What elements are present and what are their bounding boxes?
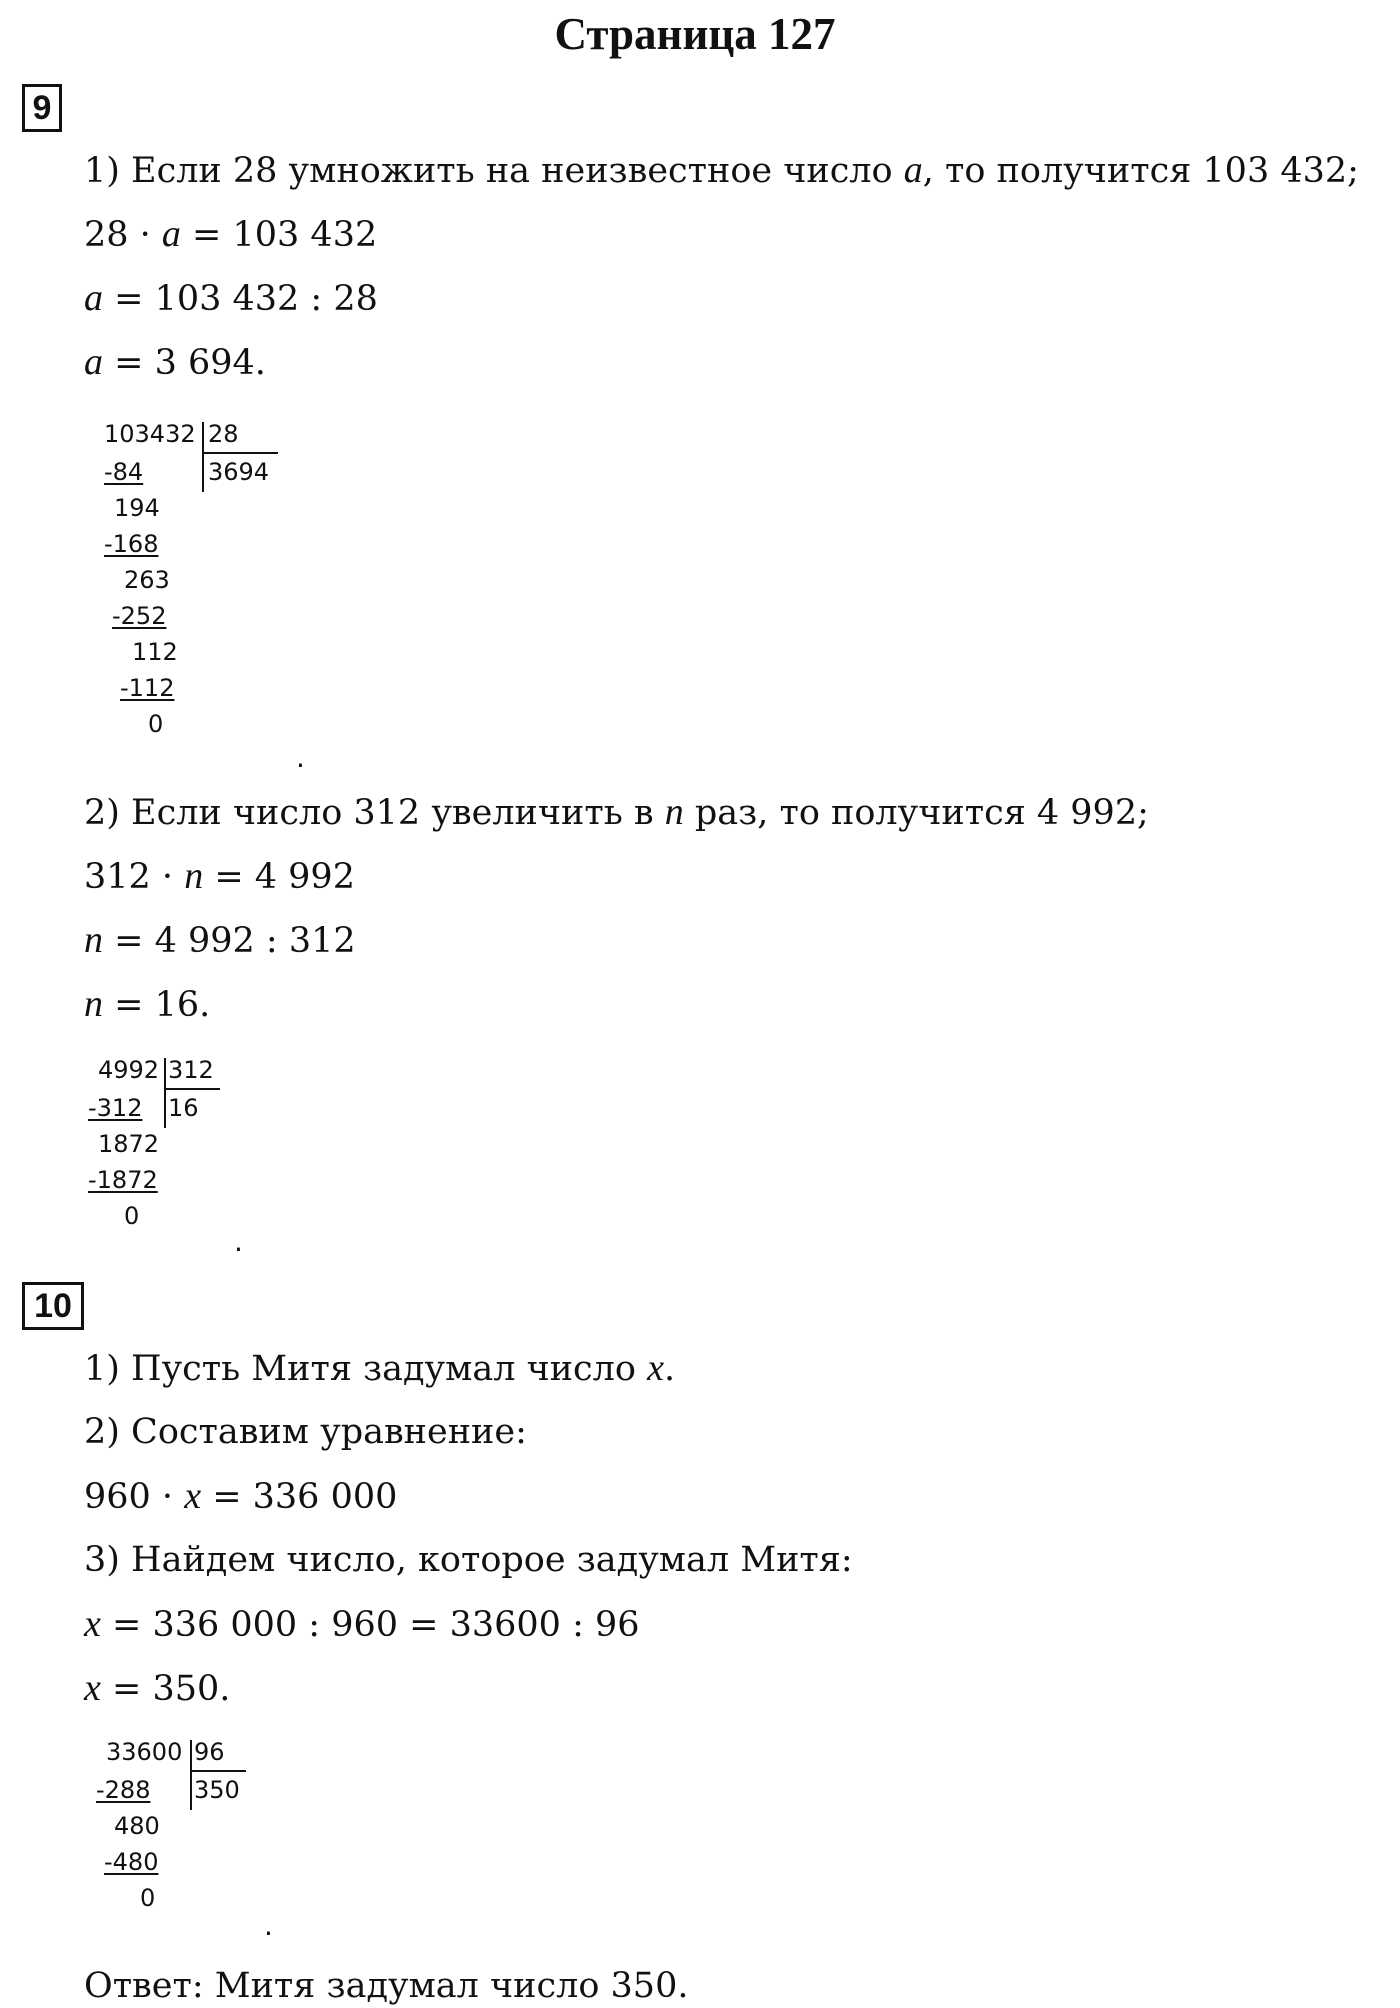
- remainder: 112: [132, 638, 178, 666]
- division-vertical-line: [164, 1058, 166, 1128]
- equation-text: 312 ·: [84, 857, 185, 897]
- equation-text: = 16.: [103, 985, 211, 1025]
- equation-text: 960 ·: [84, 1477, 185, 1517]
- remainder: 1872: [98, 1130, 160, 1158]
- remainder: 480: [114, 1812, 160, 1840]
- variable-a: a: [161, 213, 181, 255]
- period-mark: .: [234, 1225, 243, 1258]
- subtrahend: -112: [120, 674, 175, 702]
- statement-text: 1) Пусть Митя задумал число: [84, 1349, 648, 1389]
- task-9-part-1-statement: [84, 148, 1359, 193]
- task-10-line-3: 3) Найдем число, которое задумал Митя:: [84, 1540, 853, 1580]
- division-horizontal-line: [192, 1770, 246, 1772]
- variable-n: n: [664, 791, 684, 833]
- equation-text: = 103 432: [180, 215, 378, 255]
- task-10-line-2: 2) Составим уравнение:: [84, 1412, 527, 1452]
- remainder: 263: [124, 566, 170, 594]
- subtrahend: -288: [96, 1776, 151, 1804]
- equation-text: 28 ·: [84, 215, 162, 255]
- variable-a: a: [903, 149, 923, 191]
- task-9-equation-6: [84, 982, 210, 1027]
- division-vertical-line: [190, 1740, 192, 1810]
- remainder: 194: [114, 494, 160, 522]
- remainder-zero: 0: [148, 710, 164, 738]
- statement-text: 2) Если число 312 увеличить в: [84, 793, 665, 833]
- variable-x: x: [84, 1603, 101, 1645]
- equation-text: = 350.: [100, 1669, 231, 1709]
- statement-text: 1) Если 28 умножить на неизвестное число: [84, 151, 904, 191]
- task-10-equation-2: [84, 1602, 640, 1647]
- division-vertical-line: [202, 422, 204, 492]
- variable-x: x: [84, 1667, 101, 1709]
- variable-x: x: [647, 1347, 664, 1389]
- equation-text: = 336 000 : 960 = 33600 : 96: [100, 1605, 640, 1645]
- divisor: 96: [194, 1738, 225, 1766]
- quotient: 350: [194, 1776, 240, 1804]
- task-10-answer: Ответ: Митя задумал число 350.: [84, 1966, 689, 2006]
- task-9-equation-5: [84, 918, 356, 963]
- task-9-equation-2: [84, 276, 378, 321]
- period-mark: .: [296, 741, 305, 774]
- variable-x: x: [184, 1475, 202, 1517]
- subtrahend: -84: [104, 458, 144, 486]
- remainder-zero: 0: [140, 1884, 156, 1912]
- equation-text: = 3 694.: [103, 343, 266, 383]
- task-10-equation-1: [84, 1474, 397, 1519]
- task-10-number: 10: [22, 1282, 84, 1330]
- task-9-equation-1: [84, 212, 377, 257]
- statement-text: раз, то получится 4 992;: [683, 793, 1149, 833]
- period-mark: .: [264, 1909, 273, 1942]
- dividend: 33600: [106, 1738, 183, 1766]
- task-9-part-2-statement: [84, 790, 1149, 835]
- statement-text: .: [663, 1349, 676, 1389]
- long-division-33600-by-96: [96, 1738, 276, 1928]
- divisor: 312: [168, 1056, 214, 1084]
- long-division-103432-by-28: [100, 420, 300, 750]
- dividend: 4992: [98, 1056, 160, 1084]
- variable-n: n: [84, 983, 103, 1025]
- variable-n: n: [84, 919, 103, 961]
- long-division-4992-by-312: [88, 1056, 248, 1246]
- equation-text: = 336 000: [201, 1477, 398, 1517]
- subtrahend: -312: [88, 1094, 143, 1122]
- division-horizontal-line: [166, 1088, 220, 1090]
- variable-a: a: [84, 277, 103, 319]
- variable-a: a: [84, 341, 103, 383]
- remainder-zero: 0: [124, 1202, 140, 1230]
- subtrahend: -1872: [88, 1166, 158, 1194]
- task-9-number: 9: [22, 84, 62, 132]
- variable-n: n: [184, 855, 204, 897]
- task-10-equation-3: [84, 1666, 230, 1711]
- subtrahend: -168: [104, 530, 159, 558]
- division-horizontal-line: [204, 452, 278, 454]
- quotient: 3694: [208, 458, 270, 486]
- quotient: 16: [168, 1094, 199, 1122]
- subtrahend: -480: [104, 1848, 159, 1876]
- equation-text: = 103 432 : 28: [103, 279, 378, 319]
- page-title: Страница 127: [554, 9, 836, 59]
- task-10-line-1: [84, 1346, 675, 1391]
- dividend: 103432: [104, 420, 196, 448]
- divisor: 28: [208, 420, 239, 448]
- subtrahend: -252: [112, 602, 167, 630]
- equation-text: = 4 992 : 312: [103, 921, 356, 961]
- task-9-equation-3: [84, 340, 266, 385]
- statement-text: , то получится 103 432;: [922, 151, 1359, 191]
- equation-text: = 4 992: [203, 857, 355, 897]
- task-9-equation-4: [84, 854, 355, 899]
